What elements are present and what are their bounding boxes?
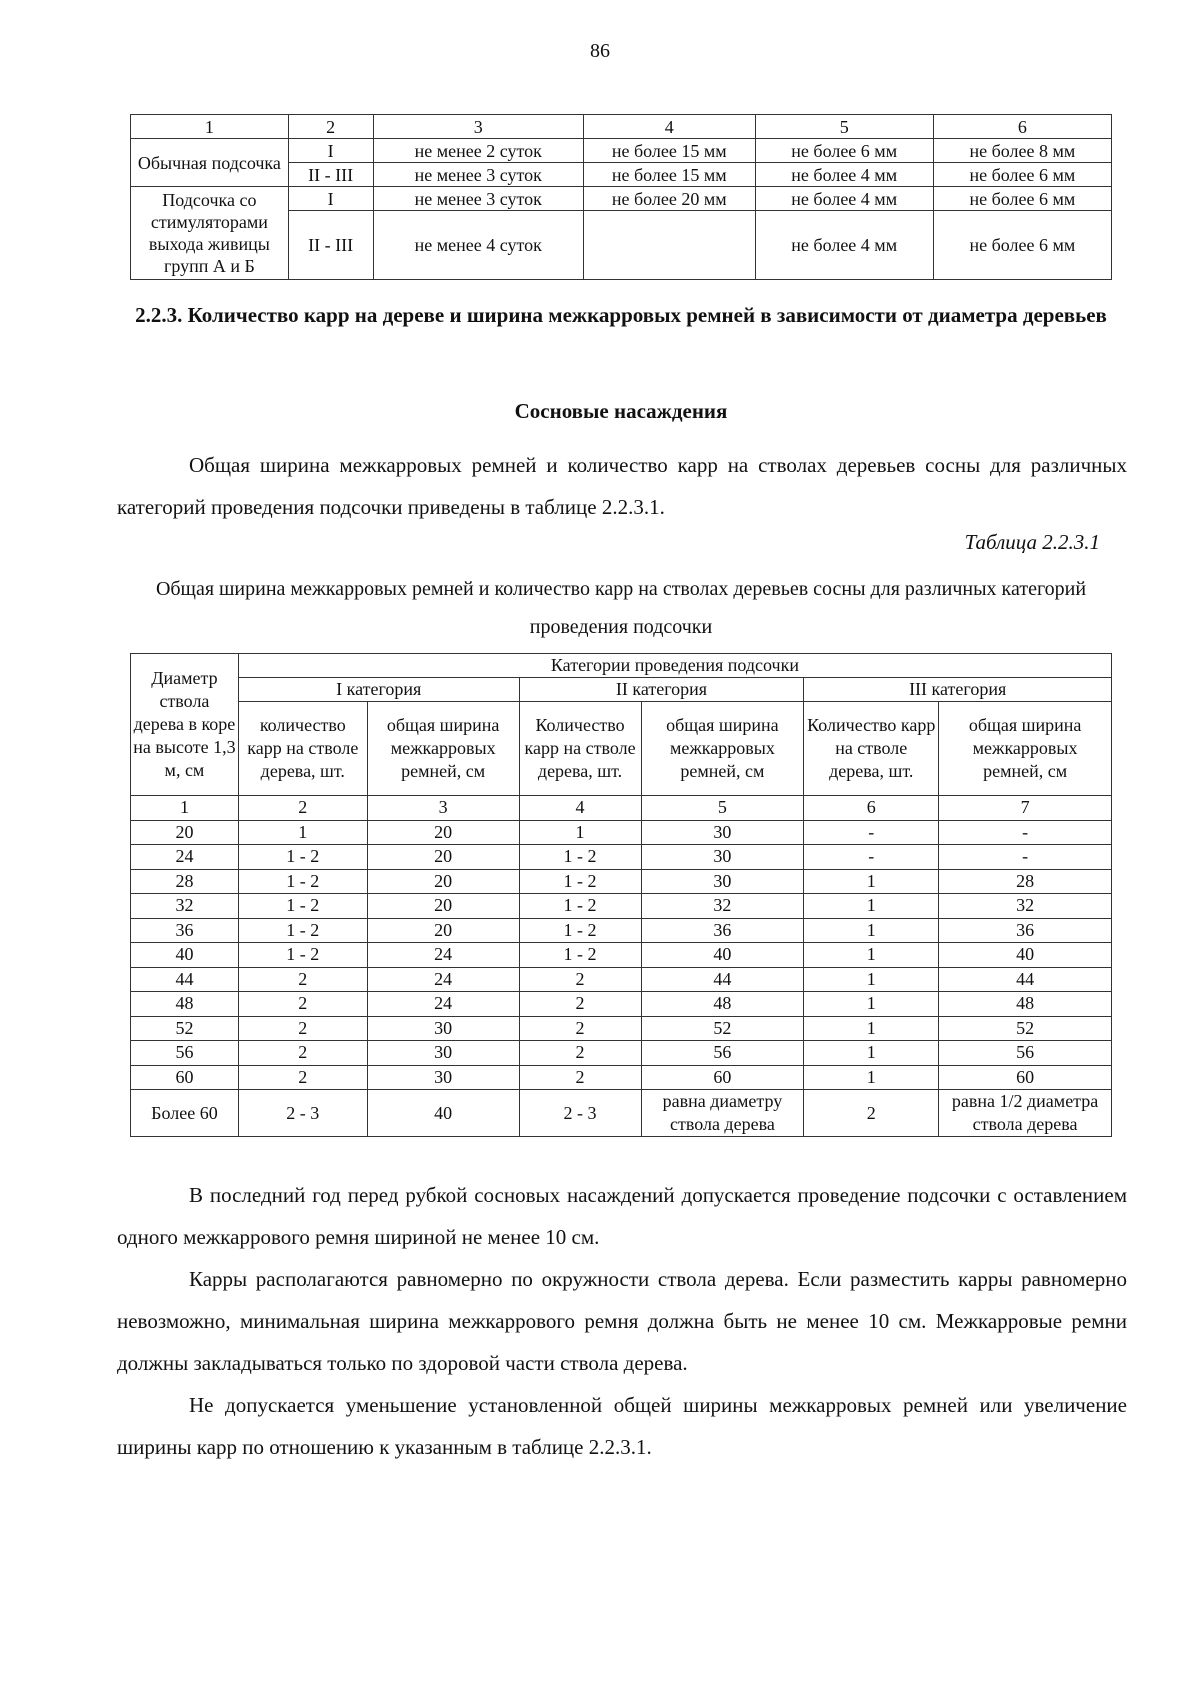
table-cell: не менее 2 суток [373,139,583,163]
cat1-width-header: общая ширина межкарровых ремней, см [367,702,519,796]
table-cell: 60 [131,1065,239,1090]
table-cell: 2 - 3 [238,1090,367,1137]
group-name: Обычная подсочка [131,139,289,187]
categories-header: Категории проведения подсочки [238,654,1111,678]
table-cell: 1 [238,820,367,845]
cat2-width-header: общая ширина межкарровых ремней, см [641,702,804,796]
table-cell: 2 [238,1065,367,1090]
table-cell: 2 [238,1016,367,1041]
category-1-header: I категория [238,678,519,702]
table-cell: 48 [939,992,1112,1017]
cat3-count-header: Количество карр на стволе дерева, шт. [804,702,939,796]
table-cell: Более 60 [131,1090,239,1137]
column-number: 6 [804,796,939,821]
table-cell: 24 [367,967,519,992]
table-cell: 24 [367,943,519,968]
intro-paragraph [117,444,1127,528]
table-cell: 20 [367,845,519,870]
table-cell: равна диаметру ствола дерева [641,1090,804,1137]
table-cell: не менее 3 суток [373,163,583,187]
table-row [131,139,1112,163]
column-number: 3 [373,115,583,139]
column-number: 1 [131,115,289,139]
table-row [131,1065,1112,1090]
table-cell: 30 [641,845,804,870]
table-cell: не более 4 мм [755,163,933,187]
table-cell: 1 [804,869,939,894]
category-3-header: III категория [804,678,1112,702]
table-cell: II - III [288,163,373,187]
column-number: 4 [519,796,641,821]
main-table-body [131,796,1112,1137]
table-cell: 1 [519,820,641,845]
table-row [131,943,1112,968]
diameter-header: Диаметр ствола дерева в коре на высоте 1,3 м, см [131,654,239,796]
table-cell: - [939,845,1112,870]
table-cell: 44 [641,967,804,992]
table-cell: 56 [641,1041,804,1066]
table-cell: 48 [641,992,804,1017]
table-cell: 36 [641,918,804,943]
column-number: 5 [641,796,804,821]
table-cell: 1 - 2 [238,845,367,870]
table-row [131,869,1112,894]
table-cell: 48 [131,992,239,1017]
table-cell: II - III [288,211,373,280]
table-cell: не более 6 мм [755,139,933,163]
table-cell: не более 15 мм [583,139,755,163]
table-cell: 28 [131,869,239,894]
column-number: 5 [755,115,933,139]
table-header-row [131,115,1112,139]
column-number: 6 [933,115,1111,139]
paragraph-1 [117,1174,1127,1258]
table-cell: 20 [367,869,519,894]
table-cell: 40 [641,943,804,968]
table-cell: равна 1/2 диаметра ствола дерева [939,1090,1112,1137]
table-cell: 1 - 2 [519,918,641,943]
table-cell: 1 - 2 [519,943,641,968]
table-cell: 32 [641,894,804,919]
cat2-count-header: Количество карр на стволе дерева, шт. [519,702,641,796]
table-cell: 52 [939,1016,1112,1041]
column-number: 2 [288,115,373,139]
table-cell: 1 - 2 [238,869,367,894]
paragraph-2 [117,1258,1127,1384]
table-cell: 30 [367,1041,519,1066]
table-row [131,894,1112,919]
table-cell: 20 [367,894,519,919]
table-cell: 1 [804,1065,939,1090]
table-row [131,820,1112,845]
table-cell: 36 [131,918,239,943]
table-label: Таблица 2.2.3.1 [964,530,1100,554]
table-cell: 1 [804,992,939,1017]
intro-paragraph-text: Общая ширина межкарровых ремней и количество карр на стволах деревьев сосны для различных категорий проведения подсочки приведены в таблице 2.2.3.1. [117,453,1127,519]
table-caption: Общая ширина межкарровых ремней и количество карр на стволах деревьев сосны для различных категорий проведения подсочки [155,578,1087,638]
table-cell: 1 - 2 [519,894,641,919]
table-cell: 1 - 2 [238,894,367,919]
table-cell: 2 - 3 [519,1090,641,1137]
table-cell: 30 [641,869,804,894]
cat1-count-header: количество карр на стволе дерева, шт. [238,702,367,796]
column-number: 7 [939,796,1112,821]
table-cell [583,211,755,280]
table-cell: 1 [804,918,939,943]
table-cell: 56 [939,1041,1112,1066]
table-cell: 1 - 2 [238,943,367,968]
table-row [131,918,1112,943]
table-cell: 2 [519,1065,641,1090]
table-cell: 1 [804,1041,939,1066]
table-cell: 30 [367,1065,519,1090]
table-cell: 2 [238,1041,367,1066]
table-cell: 56 [131,1041,239,1066]
table-cell: не более 15 мм [583,163,755,187]
paragraph-2-text: Карры располагаются равномерно по окружности ствола дерева. Если разместить карры равномерно невозможно, минимальная ширина межкаррового ремня должна быть не менее 10 см. Межкарровые ремни должны закладываться только по здоровой части ствола дерева. [117,1267,1127,1375]
table-cell: не более 20 мм [583,187,755,211]
table-cell: 24 [131,845,239,870]
table-cell: 30 [367,1016,519,1041]
column-number: 3 [367,796,519,821]
column-number: 1 [131,796,239,821]
cat3-width-header: общая ширина межкарровых ремней, см [939,702,1112,796]
table-cell: 2 [519,992,641,1017]
paragraph-1-text: В последний год перед рубкой сосновых насаждений допускается проведение подсочки с оставлением одного межкаррового ремня шириной не менее 10 см. [117,1183,1127,1249]
table-row [131,845,1112,870]
table-cell: - [804,845,939,870]
table-cell: 40 [367,1090,519,1137]
column-number: 2 [238,796,367,821]
table-cell: 36 [939,918,1112,943]
table-cell: I [288,187,373,211]
section-heading: 2.2.3. Количество карр на дереве и ширина межкарровых ремней в зависимости от диаметра деревьев [135,303,1107,327]
table-cell: 2 [519,1041,641,1066]
table-cell: не более 6 мм [933,211,1111,280]
table-cell: 44 [939,967,1112,992]
table-cell: не более 4 мм [755,211,933,280]
table-cell: 52 [131,1016,239,1041]
paragraph-3-text: Не допускается уменьшение установленной общей ширины межкарровых ремней или увеличение ширины карр по отношению к указанным в таблице 2.2.3.1. [117,1393,1127,1459]
table-cell: не более 6 мм [933,187,1111,211]
table-cell: не менее 4 суток [373,211,583,280]
table-header-row [131,702,1112,796]
table-row [131,1041,1112,1066]
table-cell: 30 [641,820,804,845]
table-cell: 2 [519,967,641,992]
group-name: Подсочка со стимуляторами выхода живицы групп А и Б [131,187,289,280]
table-cell: не более 8 мм [933,139,1111,163]
table-cell: 24 [367,992,519,1017]
table-cell: 60 [641,1065,804,1090]
column-numbers-row [131,796,1112,821]
table-cell: 20 [131,820,239,845]
table-cell: 32 [131,894,239,919]
table-row [131,187,1112,211]
table-cell: 2 [238,967,367,992]
table-cell: 2 [238,992,367,1017]
table-cell: - [939,820,1112,845]
column-number: 4 [583,115,755,139]
table-row [131,1016,1112,1041]
table-cell: 52 [641,1016,804,1041]
table-cell: 20 [367,820,519,845]
table-cell: 20 [367,918,519,943]
table-cell: 60 [939,1065,1112,1090]
table-cell: 1 [804,894,939,919]
paragraph-3 [117,1384,1127,1468]
table-cell: 40 [939,943,1112,968]
table-cell: 44 [131,967,239,992]
table-cell: не более 4 мм [755,187,933,211]
table-row [131,1090,1112,1137]
table-cell: 1 [804,967,939,992]
table-cell: 1 - 2 [238,918,367,943]
table-cell: не более 6 мм [933,163,1111,187]
category-2-header: II категория [519,678,804,702]
table-cell: 40 [131,943,239,968]
table-row [131,992,1112,1017]
table-header-row [131,654,1112,678]
table-cell: - [804,820,939,845]
table-header-row [131,678,1112,702]
table-cell: 1 [804,1016,939,1041]
table-cell: 1 [804,943,939,968]
table-cell: 32 [939,894,1112,919]
continuation-table [130,114,1112,280]
table-cell: 1 - 2 [519,845,641,870]
table-cell: не менее 3 суток [373,187,583,211]
table-cell: 2 [804,1090,939,1137]
main-table [130,653,1112,1137]
table-cell: 28 [939,869,1112,894]
subheading: Сосновые насаждения [514,399,728,423]
table-cell: I [288,139,373,163]
table-cell: 1 - 2 [519,869,641,894]
table-cell: 2 [519,1016,641,1041]
table-row [131,967,1112,992]
page-number: 86 [590,40,610,62]
